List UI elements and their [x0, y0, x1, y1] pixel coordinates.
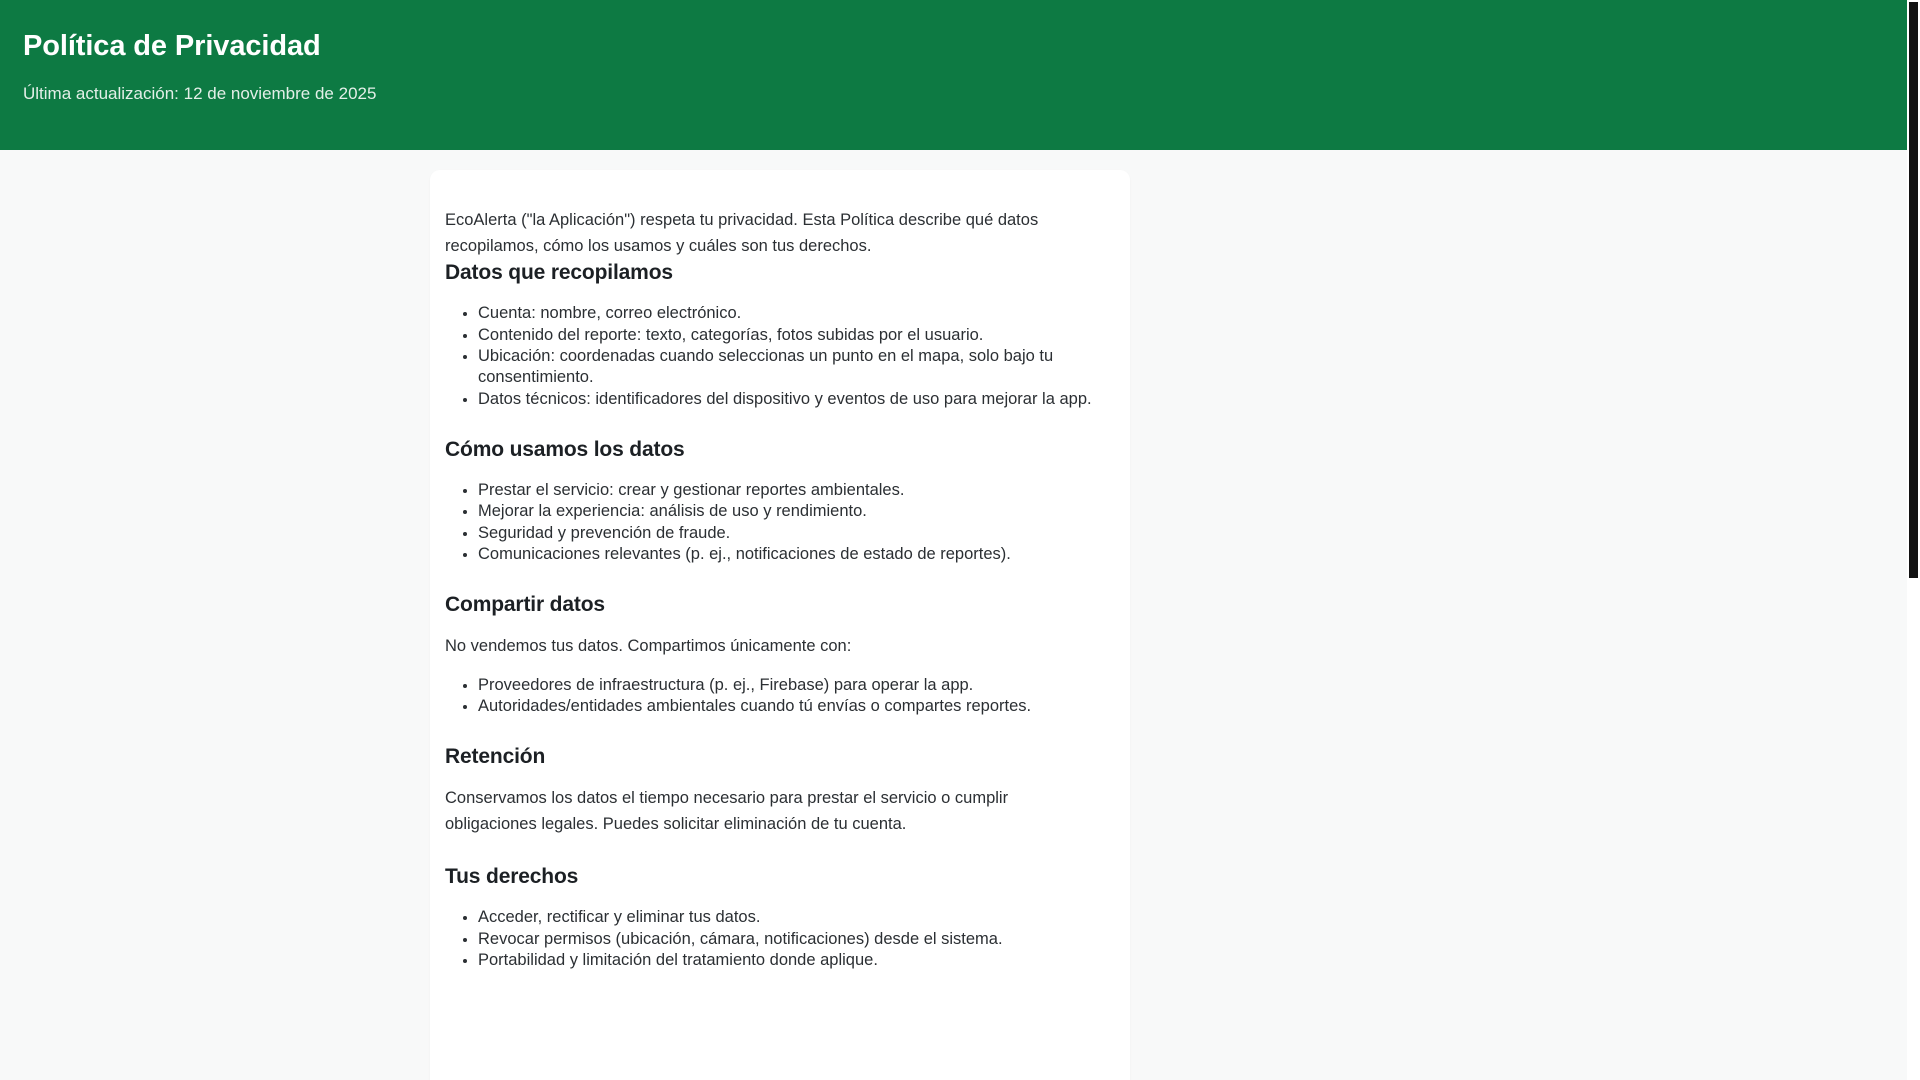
list-item: Proveedores de infraestructura (p. ej., Firebase) para operar la app. — [478, 675, 1112, 696]
section-como-usamos-los-datos — [445, 436, 1112, 566]
list-item: Datos técnicos: identificadores del dispositivo y eventos de uso para mejorar la app. — [478, 389, 1112, 410]
intro-paragraph: EcoAlerta ("la Aplicación") respeta tu privacidad. Esta Política describe qué datos recopilamos, cómo los usamos y cuáles son tus derechos. — [445, 211, 1039, 255]
policy-card — [430, 170, 1130, 1080]
last-updated-text: Última actualización: 12 de noviembre de 2025 — [23, 84, 377, 103]
list-item: Revocar permisos (ubicación, cámara, notificaciones) desde el sistema. — [478, 929, 1112, 950]
list-item: Comunicaciones relevantes (p. ej., notificaciones de estado de reportes). — [478, 544, 1112, 565]
vertical-scrollbar-thumb[interactable] — [1909, 2, 1918, 578]
section-heading: Retención — [445, 745, 546, 768]
section-heading: Tus derechos — [445, 865, 579, 888]
section-heading: Datos que recopilamos — [445, 261, 673, 284]
list-item: Ubicación: coordenadas cuando seleccionas un punto en el mapa, solo bajo tu consentimiento. — [478, 346, 1112, 388]
section-paragraph: Conservamos los datos el tiempo necesario para prestar el servicio o cumplir obligaciones legales. Puedes solicitar eliminación de tu cuenta. — [445, 789, 1009, 833]
section-heading: Cómo usamos los datos — [445, 437, 685, 461]
section-list — [445, 480, 1112, 566]
list-item: Contenido del reporte: texto, categorías, fotos subidas por el usuario. — [478, 325, 1112, 346]
section-tus-derechos — [445, 863, 1112, 971]
list-item: Autoridades/entidades ambientales cuando tú envías o compartes reportes. — [478, 696, 1112, 717]
section-heading: Compartir datos — [445, 593, 605, 616]
list-item: Portabilidad y limitación del tratamiento donde aplique. — [478, 950, 1112, 971]
page-header — [0, 0, 1911, 150]
list-item: Cuenta: nombre, correo electrónico. — [478, 303, 1112, 324]
vertical-scrollbar-track[interactable] — [1907, 0, 1920, 1080]
list-item: Mejorar la experiencia: análisis de uso y rendimiento. — [478, 501, 1112, 522]
section-list — [445, 675, 1112, 718]
page-title: Política de Privacidad — [23, 30, 321, 62]
section-compartir-datos — [445, 591, 1112, 717]
policy-card-body — [430, 208, 1130, 971]
section-paragraph: No vendemos tus datos. Compartimos únicamente con: — [445, 637, 852, 655]
section-datos-que-recopilamos — [445, 259, 1112, 410]
list-item: Seguridad y prevención de fraude. — [478, 523, 1112, 544]
section-list — [445, 907, 1112, 971]
list-item: Acceder, rectificar y eliminar tus datos. — [478, 907, 1112, 928]
section-retencion — [445, 743, 1112, 837]
list-item: Prestar el servicio: crear y gestionar reportes ambientales. — [478, 480, 1112, 501]
section-list — [445, 303, 1112, 410]
